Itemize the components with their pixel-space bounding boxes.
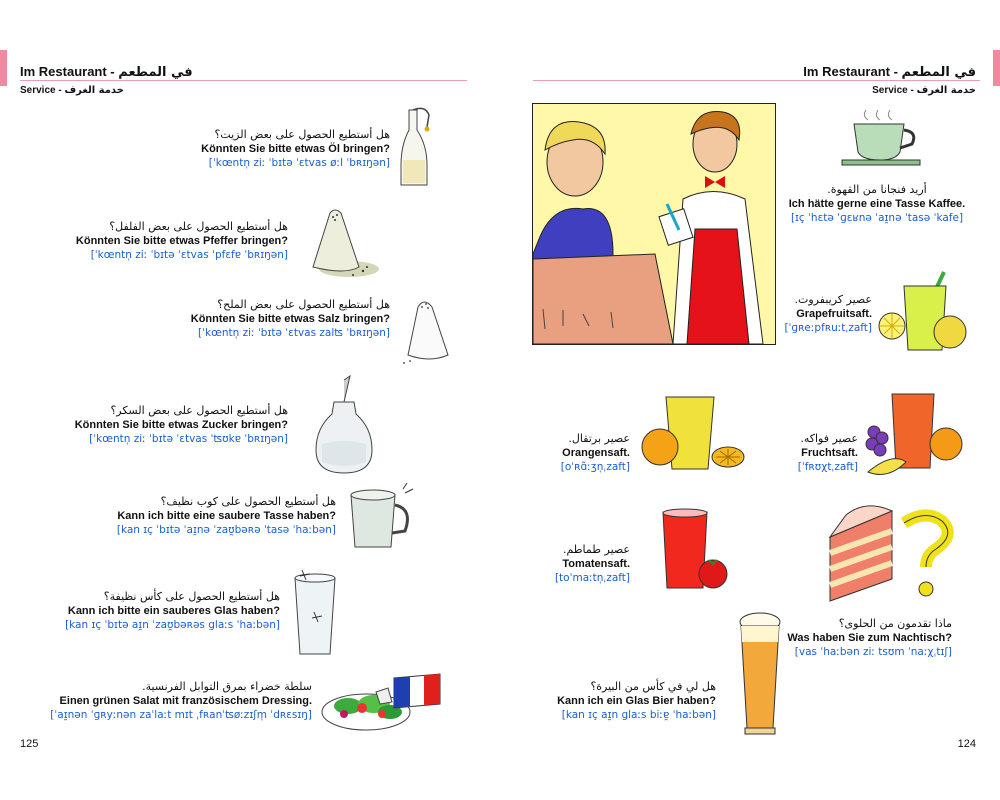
coffee-cup-icon [842, 108, 922, 168]
salt-shaker-icon [400, 295, 465, 370]
beer-glass-icon [735, 612, 785, 737]
section-title: Service - خدمة الغرف [872, 85, 976, 96]
phrase-cup: هل أستطيع الحصول على كوب نظيف؟ Kann ich bitte eine saubere Tasse haben? [kan ɪç ˈbɪtə ˈaɪ̯nə ˈzaʊ̯bəʀə ˈtasə ˈhaːbən] [116, 495, 336, 536]
chapter-tab [0, 50, 7, 86]
phrase-dessert: ماذا تقدمون من الحلوى؟ Was haben Sie zum Nachtisch? [vas ˈhaːbən ziː tsʊm ˈnaːχˌtɪʃ] [787, 617, 952, 658]
phrase-salt: هل أستطيع الحصول على بعض الملح؟ Könnten Sie bitte etwas Salz bringen? [ˈkœntn̩ ziː ˈbɪtə ˈɛtvas zalʦ ˈbʀɪŋən] [190, 298, 390, 339]
section-title: Service - خدمة الغرف [20, 85, 124, 96]
header-rule [533, 80, 980, 81]
waiter-scene-icon [533, 104, 775, 344]
page-title: Im Restaurant - في المطعم [20, 64, 193, 80]
page-number: 125 [20, 738, 39, 750]
oil-bottle-icon [395, 105, 435, 190]
phrase-glass: هل أستطيع الحصول على كأس نظيفة؟ Kann ich bitte ein sauberes Glas haben? [kan ɪç ˈbɪtə aɪ̯n ˈzaʊ̯bəʀəs glaːs ˈhaːbən] [65, 590, 280, 631]
grapefruit-juice-icon [878, 270, 968, 355]
page-title: Im Restaurant - في المطعم [803, 64, 976, 80]
fruit-juice-icon [862, 390, 967, 480]
header-rule [20, 80, 467, 81]
page-number: 124 [957, 738, 976, 750]
phrase-grapefruit: عصير كريبفروت. Grapefruitsaft. [ˈɡʀeːpfʀuːtˌzaft] [784, 293, 872, 334]
pepper-shaker-icon [305, 205, 380, 280]
phrase-orange: عصير برتقال. Orangensaft. [oˈʀɑ̃ːʒn̩ˌzaft] [560, 432, 630, 473]
phrase-fruit: عصير فواكه. Fruchtsaft. [ˈfʀʊχtˌzaft] [797, 432, 858, 473]
orange-juice-icon [636, 395, 746, 475]
phrase-oil: هل أستطيع الحصول على بعض الزيت؟ Könnten Sie bitte etwas Öl bringen? [ˈkœntn̩ ziː ˈbɪtə ˈɛtvas øːl ˈbʀɪŋən] [201, 128, 390, 169]
cake-dessert-icon [826, 505, 961, 605]
phrase-beer: هل لي في كأس من البيرة؟ Kann ich ein Glas Bier haben? [kan ɪç aɪ̯n glaːs biːɐ̯ ˈhaːbən] [557, 680, 716, 721]
phrase-salad: سلطة خضراء بمرق التوابل الفرنسية. Einen grünen Salat mit französischem Dressing. [ˈaɪ̯nən ˈɡʀyːnən zaˈlaːt mɪt ˌfʀanˈʦøːzɪʃm̩ ˈdʀɛsɪŋ] [50, 680, 312, 721]
clean-glass-icon [290, 570, 340, 660]
chapter-tab [993, 50, 1000, 86]
phrase-sugar: هل أستطيع الحصول على بعض السكر؟ Könnten Sie bitte etwas Zucker bringen? [ˈkœntn̩ ziː ˈbɪtə ˈɛtvas ˈʦʊkɐ ˈbʀɪŋən] [74, 404, 288, 445]
phrase-coffee: أريد فنجانا من القهوة. Ich hätte gerne eine Tasse Kaffee. [ɪç ˈhɛtə ˈɡɛʁnə ˈaɪ̯nə ˈtasə ˈkafe] [788, 183, 966, 224]
phrase-pepper: هل أستطيع الحصول على بعض الفلفل؟ Könnten Sie bitte etwas Pfeffer bringen? [ˈkœntn̩ ziː ˈbɪtə ˈɛtvas ˈpfɛfɐ ˈbʀɪŋən] [75, 220, 288, 261]
salad-icon [318, 668, 443, 738]
tomato-juice-icon [657, 508, 732, 593]
sugar-dispenser-icon [310, 378, 380, 478]
phrase-tomato: عصير طماطم. Tomatensaft. [toˈmaːtn̩ˌzaft] [554, 543, 630, 584]
clean-mug-icon [345, 483, 420, 553]
waiter-illustration [532, 103, 776, 345]
